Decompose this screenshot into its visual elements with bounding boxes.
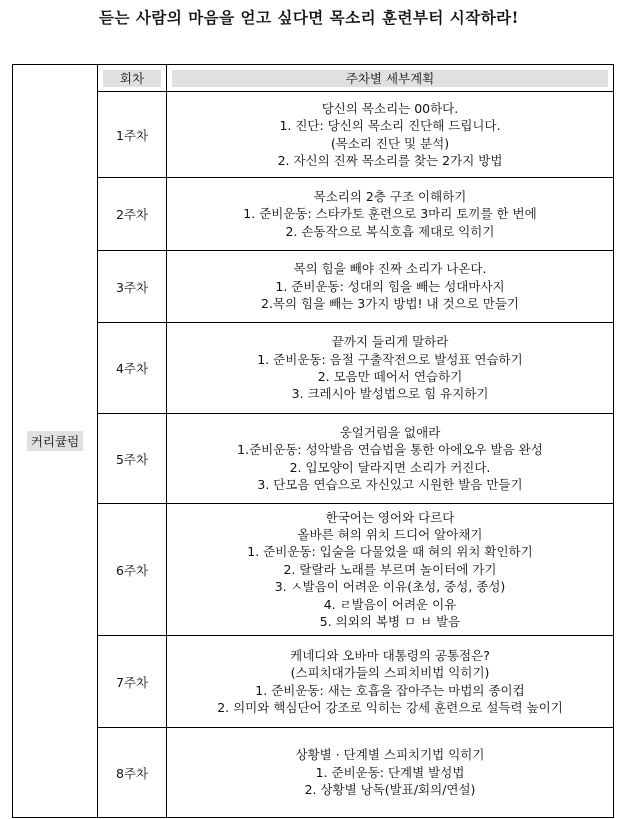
plan-line: 올바른 혀의 위치 드디어 알아채기 [297, 526, 483, 542]
week-cell: 6주차 [98, 504, 167, 636]
plan-line: 3. ㅅ발음이 어려운 이유(초성, 중성, 종성) [274, 579, 506, 595]
plan-cell [167, 178, 614, 251]
plan-line: 2. 자신의 진짜 목소리를 찾는 2가지 방법 [277, 152, 503, 168]
plan-cell [167, 414, 614, 504]
plan-cell [167, 251, 614, 323]
plan-line: 1. 준비운동: 입술을 다물었을 때 혀의 위치 확인하기 [247, 544, 533, 560]
plan-line: 2. 상황별 낭독(발표/회의/연설) [304, 782, 476, 798]
plan-line: 2. 모음만 떼어서 연습하기 [317, 369, 463, 384]
week-cell: 5주차 [98, 414, 167, 504]
plan-line: 3. 단모음 연습으로 자신있고 시원한 발음 만들기 [257, 476, 523, 492]
week-header: 회차 [103, 70, 161, 87]
table-row [13, 251, 614, 323]
plan-line: 1. 준비운동: 단계별 발성법 [315, 764, 465, 780]
plan-cell [167, 323, 614, 414]
week-cell: 8주차 [98, 728, 167, 818]
plan-line: 당신의 목소리는 00하다. [321, 100, 459, 116]
plan-line: 케네디와 오바마 대통령의 공통점은? [290, 647, 490, 663]
week-header-cell [98, 65, 167, 92]
plan-line: 5. 의외의 복병 ㅁ ㅂ 발음 [319, 614, 461, 630]
table-row [13, 178, 614, 251]
week-cell: 2주차 [98, 178, 167, 251]
plan-line: (스피치대가들의 스피치비법 익히기) [290, 665, 490, 681]
curriculum-cell [13, 65, 98, 818]
plan-cell [167, 504, 614, 636]
plan-line: 2. 의미와 핵심단어 강조로 익히는 강세 훈련으로 설득력 높이기 [217, 699, 563, 715]
plan-line: 1. 진단: 당신의 목소리 진단해 드립니다. [279, 118, 501, 134]
header-row [13, 65, 614, 92]
plan-line: 2.목의 힘을 빼는 3가지 방법! 내 것으로 만들기 [261, 296, 519, 312]
plan-line: 4. ㄹ발음이 어려운 이유 [323, 596, 457, 612]
week-cell: 7주차 [98, 636, 167, 728]
plan-line: 1.준비운동: 성악발음 연습법을 통한 아에오우 발음 완성 [237, 442, 543, 458]
table-row [13, 636, 614, 728]
week-cell: 1주차 [98, 92, 167, 178]
plan-line: 목소리의 2층 구조 이해하기 [313, 188, 467, 204]
plan-line: (목소리 진단 및 분석) [330, 135, 450, 151]
plan-line: 웅얼거림을 없애라 [339, 424, 441, 440]
plan-line: 2. 랄랄라 노래를 부르며 놀이터에 가기 [283, 561, 497, 577]
plan-line: 2. 입모양이 달라지면 소리가 커진다. [289, 459, 491, 475]
plan-line: 끝까지 들리게 말하라 [331, 334, 449, 350]
plan-header-cell [167, 65, 614, 92]
plan-line: 목의 힘을 빼야 진짜 소리가 나온다. [293, 261, 487, 277]
table-row [13, 92, 614, 178]
plan-cell [167, 728, 614, 818]
curriculum-label: 커리큘럼 [27, 431, 83, 451]
plan-line: 2. 손동작으로 복식호흡 제대로 익히기 [285, 223, 495, 239]
table-row [13, 323, 614, 414]
plan-line: 3. 크레시아 발성법으로 힘 유지하기 [291, 386, 489, 402]
plan-line: 상황별 · 단계별 스피치기법 익히기 [295, 747, 485, 763]
plan-line: 1. 준비운동: 새는 호흡을 잡아주는 마법의 종이컵 [255, 682, 525, 698]
plan-cell [167, 636, 614, 728]
plan-cell [167, 92, 614, 178]
plan-line: 1. 준비운동: 성대의 힘을 빼는 성대마사지 [275, 278, 505, 294]
plan-header: 주차별 세부계획 [172, 70, 608, 87]
table-row [13, 414, 614, 504]
plan-line: 한국어는 영어와 다르다 [325, 509, 455, 525]
page-title: 듣는 사람의 마음을 얻고 싶다면 목소리 훈련부터 시작하라! [99, 8, 519, 27]
plan-line: 1. 준비운동: 음절 구출작전으로 발성표 연습하기 [257, 351, 523, 367]
curriculum-table [12, 64, 614, 818]
plan-line: 1. 준비운동: 스타카토 훈련으로 3마리 토끼를 한 번에 [243, 206, 537, 222]
week-cell: 4주차 [98, 323, 167, 414]
table-row [13, 504, 614, 636]
week-cell: 3주차 [98, 251, 167, 323]
table-row [13, 728, 614, 818]
